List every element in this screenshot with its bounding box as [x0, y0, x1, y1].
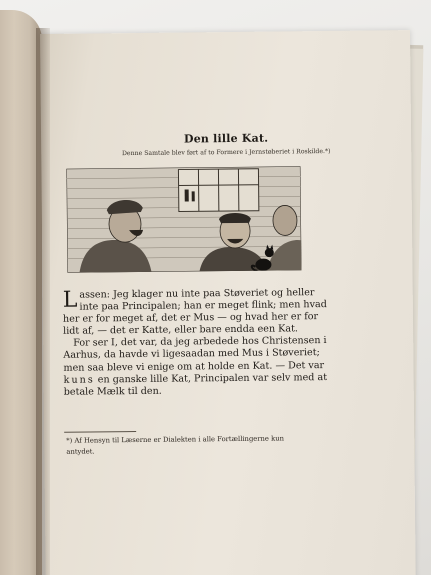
- two-workmen-and-cat-illustration: [66, 166, 301, 272]
- text-line: Aarhus, da havde vi ligesaadan med Mus i Støveriet;: [63, 347, 320, 362]
- footnote-divider: [64, 431, 136, 433]
- footnote: [66, 433, 328, 458]
- emphasis-word: kuns: [63, 374, 95, 386]
- story-subtitle: Denne Samtale blev ført af to Formere i Jernstøberiet i Roskilde.*): [121, 147, 331, 158]
- story-text: [63, 287, 326, 399]
- book-page: [40, 30, 416, 575]
- text-line: her er for meget af, det er Mus — og hvad her er for: [62, 311, 319, 325]
- book-gutter: [36, 28, 50, 575]
- text-line: lidt af, — det er Katte, eller bare endda een Kat.: [63, 323, 299, 338]
- text-line: inte paa Principalen; han er meget flink; men hvad: [79, 299, 327, 313]
- text-line: men saa bleve vi enige om at holde en Kat. — Det var: [63, 359, 325, 374]
- footnote-line: antydet.: [66, 447, 95, 456]
- story-title: Den lille Kat.: [183, 131, 269, 146]
- text-line: For ser I, det var, da jeg arbedede hos Christensen i: [73, 335, 327, 350]
- drop-cap: L: [62, 287, 78, 313]
- footnote-line: *) Af Hensyn til Læserne er Dialekten i alle Fortællingerne kun: [66, 434, 285, 445]
- text-line: assen: Jeg klager nu inte paa Støveriet og heller: [79, 287, 315, 301]
- text-line-rest: en ganske lille Kat, Principalen var selv med at: [94, 371, 328, 386]
- text-line: betale Mælk til den.: [63, 385, 162, 398]
